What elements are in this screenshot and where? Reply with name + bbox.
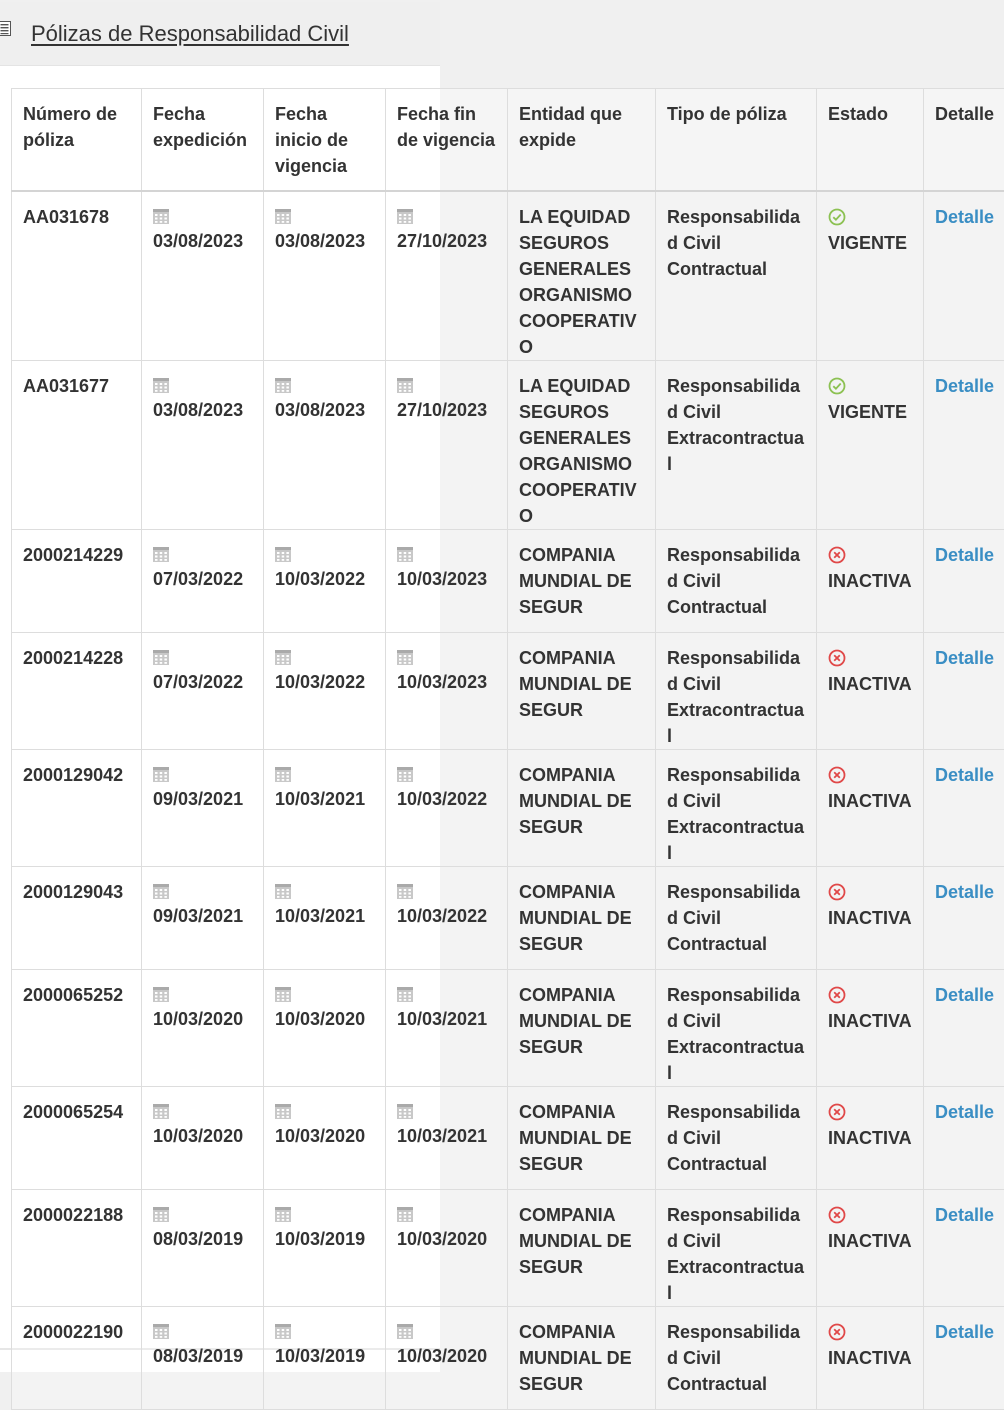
detail-link[interactable]: Detalle [935,985,994,1005]
table-row [12,529,1004,632]
cell-detalle [924,866,1004,969]
date-value: 10/03/2019 [275,1346,365,1366]
date-value: 10/03/2022 [397,906,487,926]
cell-detalle [924,1189,1004,1306]
header-estado: Estado [817,89,924,191]
date-value: 08/03/2019 [153,1346,243,1366]
cell-inicio [264,866,386,969]
cell-tipo: Responsabilidad Civil Contractual [656,529,817,632]
cell-fin [386,969,508,1086]
cell-expedicion [142,529,264,632]
cell-expedicion [142,1086,264,1189]
date-value: 03/08/2023 [153,231,243,251]
cell-numero: 2000214229 [12,529,142,632]
detail-link[interactable]: Detalle [935,1102,994,1122]
cell-entidad: COMPANIA MUNDIAL DE SEGUR [508,1189,656,1306]
cell-tipo: Responsabilidad Civil Extracontractual [656,969,817,1086]
cell-detalle [924,749,1004,866]
cell-fin [386,191,508,361]
calendar-icon [153,650,169,665]
table-row [12,191,1004,361]
detail-link[interactable]: Detalle [935,648,994,668]
table-row [12,1189,1004,1306]
check-circle-icon [828,377,846,395]
status-badge: VIGENTE [828,233,907,253]
policies-table [11,88,1004,1410]
cell-tipo: Responsabilidad Civil Contractual [656,191,817,361]
cell-expedicion [142,632,264,749]
calendar-icon [153,547,169,562]
cell-detalle [924,360,1004,529]
cell-entidad: COMPANIA MUNDIAL DE SEGUR [508,1086,656,1189]
detail-link[interactable]: Detalle [935,1322,994,1342]
x-circle-icon [828,649,846,667]
calendar-icon [397,378,413,393]
calendar-icon [275,547,291,562]
x-circle-icon [828,883,846,901]
detail-link[interactable]: Detalle [935,765,994,785]
detail-link[interactable]: Detalle [935,1205,994,1225]
cell-inicio [264,749,386,866]
date-value: 10/03/2022 [397,789,487,809]
calendar-icon [153,1207,169,1222]
cell-fin [386,632,508,749]
cell-inicio [264,1086,386,1189]
cell-expedicion [142,749,264,866]
date-value: 10/03/2021 [275,906,365,926]
table-header-row [12,89,1004,191]
cell-tipo: Responsabilidad Civil Contractual [656,1086,817,1189]
x-circle-icon [828,546,846,564]
calendar-icon [153,987,169,1002]
table-row [12,1086,1004,1189]
date-value: 10/03/2023 [397,672,487,692]
cell-estado [817,191,924,361]
cell-fin [386,1189,508,1306]
status-badge: INACTIVA [828,1011,912,1031]
cell-numero: AA031677 [12,360,142,529]
calendar-icon [397,547,413,562]
date-value: 10/03/2020 [397,1229,487,1249]
date-value: 10/03/2022 [275,672,365,692]
cell-expedicion [142,191,264,361]
calendar-icon [397,1207,413,1222]
calendar-icon [153,767,169,782]
date-value: 09/03/2021 [153,789,243,809]
date-value: 10/03/2020 [275,1009,365,1029]
cell-inicio [264,632,386,749]
cell-entidad: COMPANIA MUNDIAL DE SEGUR [508,969,656,1086]
detail-link[interactable]: Detalle [935,207,994,227]
header-inicio: Fecha inicio de vigencia [264,89,386,191]
calendar-icon [397,650,413,665]
cell-fin [386,866,508,969]
cell-numero: 2000129042 [12,749,142,866]
date-value: 03/08/2023 [275,400,365,420]
date-value: 27/10/2023 [397,231,487,251]
date-value: 10/03/2020 [153,1126,243,1146]
cell-fin [386,360,508,529]
date-value: 10/03/2020 [153,1009,243,1029]
cell-expedicion [142,360,264,529]
cell-numero: 2000022188 [12,1189,142,1306]
cell-inicio [264,1189,386,1306]
status-badge: INACTIVA [828,1128,912,1148]
detail-link[interactable]: Detalle [935,376,994,396]
date-value: 10/03/2021 [397,1126,487,1146]
detail-link[interactable]: Detalle [935,545,994,565]
calendar-icon [397,767,413,782]
cell-tipo: Responsabilidad Civil Extracontractual [656,360,817,529]
calendar-icon [397,1104,413,1119]
status-badge: INACTIVA [828,908,912,928]
cell-detalle [924,191,1004,361]
date-value: 08/03/2019 [153,1229,243,1249]
header-entidad: Entidad que expide [508,89,656,191]
calendar-icon [275,884,291,899]
cell-estado [817,866,924,969]
date-value: 27/10/2023 [397,400,487,420]
calendar-icon [153,884,169,899]
date-value: 10/03/2023 [397,569,487,589]
cell-tipo: Responsabilidad Civil Extracontractual [656,632,817,749]
cell-entidad: LA EQUIDAD SEGUROS GENERALES ORGANISMO COOPERATIVO [508,360,656,529]
status-badge: INACTIVA [828,791,912,811]
cell-fin [386,749,508,866]
cell-tipo: Responsabilidad Civil Contractual [656,1306,817,1409]
cell-expedicion [142,969,264,1086]
section-header [0,2,440,66]
date-value: 07/03/2022 [153,672,243,692]
cell-inicio [264,969,386,1086]
cell-entidad: COMPANIA MUNDIAL DE SEGUR [508,749,656,866]
x-circle-icon [828,1323,846,1341]
date-value: 10/03/2021 [275,789,365,809]
table-row [12,866,1004,969]
calendar-icon [397,987,413,1002]
cell-inicio [264,529,386,632]
cell-inicio [264,360,386,529]
x-circle-icon [828,986,846,1004]
check-circle-icon [828,208,846,226]
cell-estado [817,632,924,749]
calendar-icon [397,209,413,224]
cell-expedicion [142,1189,264,1306]
cell-detalle [924,1306,1004,1409]
cell-inicio [264,191,386,361]
cell-estado [817,1189,924,1306]
section-title[interactable]: Pólizas de Responsabilidad Civil [31,20,349,48]
cell-numero: AA031678 [12,191,142,361]
calendar-icon [275,1104,291,1119]
cell-numero: 2000065254 [12,1086,142,1189]
cell-detalle [924,632,1004,749]
date-value: 09/03/2021 [153,906,243,926]
cell-entidad: COMPANIA MUNDIAL DE SEGUR [508,866,656,969]
calendar-icon [275,987,291,1002]
cell-fin [386,529,508,632]
table-row [12,969,1004,1086]
cell-entidad: COMPANIA MUNDIAL DE SEGUR [508,529,656,632]
cell-inicio [264,1306,386,1409]
cell-entidad: COMPANIA MUNDIAL DE SEGUR [508,1306,656,1409]
header-numero: Número de póliza [12,89,142,191]
cell-detalle [924,969,1004,1086]
cell-estado [817,1306,924,1409]
date-value: 03/08/2023 [153,400,243,420]
x-circle-icon [828,766,846,784]
table-row [12,749,1004,866]
calendar-icon [153,378,169,393]
cell-numero: 2000129043 [12,866,142,969]
header-expedicion: Fecha expedición [142,89,264,191]
status-badge: INACTIVA [828,1348,912,1368]
date-value: 03/08/2023 [275,231,365,251]
table-row [12,632,1004,749]
calendar-icon [275,209,291,224]
calendar-icon [275,650,291,665]
header-detalle: Detalle [924,89,1004,191]
calendar-icon [397,1324,413,1339]
cell-numero: 2000022190 [12,1306,142,1409]
cell-estado [817,529,924,632]
header-fin: Fecha fin de vigencia [386,89,508,191]
date-value: 10/03/2020 [397,1346,487,1366]
calendar-icon [153,1324,169,1339]
status-badge: INACTIVA [828,1231,912,1251]
calendar-icon [397,884,413,899]
table-row [12,1306,1004,1409]
list-icon [0,21,11,36]
cell-numero: 2000065252 [12,969,142,1086]
cell-estado [817,360,924,529]
cell-detalle [924,529,1004,632]
cell-estado [817,1086,924,1189]
date-value: 10/03/2022 [275,569,365,589]
detail-link[interactable]: Detalle [935,882,994,902]
date-value: 07/03/2022 [153,569,243,589]
cell-tipo: Responsabilidad Civil Extracontractual [656,749,817,866]
cell-numero: 2000214228 [12,632,142,749]
calendar-icon [275,767,291,782]
x-circle-icon [828,1103,846,1121]
cell-entidad: COMPANIA MUNDIAL DE SEGUR [508,632,656,749]
cell-expedicion [142,1306,264,1409]
table-row [12,360,1004,529]
cell-estado [817,749,924,866]
status-badge: INACTIVA [828,674,912,694]
cell-tipo: Responsabilidad Civil Extracontractual [656,1189,817,1306]
calendar-icon [153,209,169,224]
cell-fin [386,1086,508,1189]
cell-tipo: Responsabilidad Civil Contractual [656,866,817,969]
calendar-icon [275,378,291,393]
date-value: 10/03/2021 [397,1009,487,1029]
header-tipo: Tipo de póliza [656,89,817,191]
calendar-icon [275,1324,291,1339]
cell-entidad: LA EQUIDAD SEGUROS GENERALES ORGANISMO COOPERATIVO [508,191,656,361]
x-circle-icon [828,1206,846,1224]
cell-detalle [924,1086,1004,1189]
status-badge: VIGENTE [828,402,907,422]
date-value: 10/03/2019 [275,1229,365,1249]
calendar-icon [153,1104,169,1119]
cell-expedicion [142,866,264,969]
cell-estado [817,969,924,1086]
date-value: 10/03/2020 [275,1126,365,1146]
cell-fin [386,1306,508,1409]
calendar-icon [275,1207,291,1222]
status-badge: INACTIVA [828,571,912,591]
